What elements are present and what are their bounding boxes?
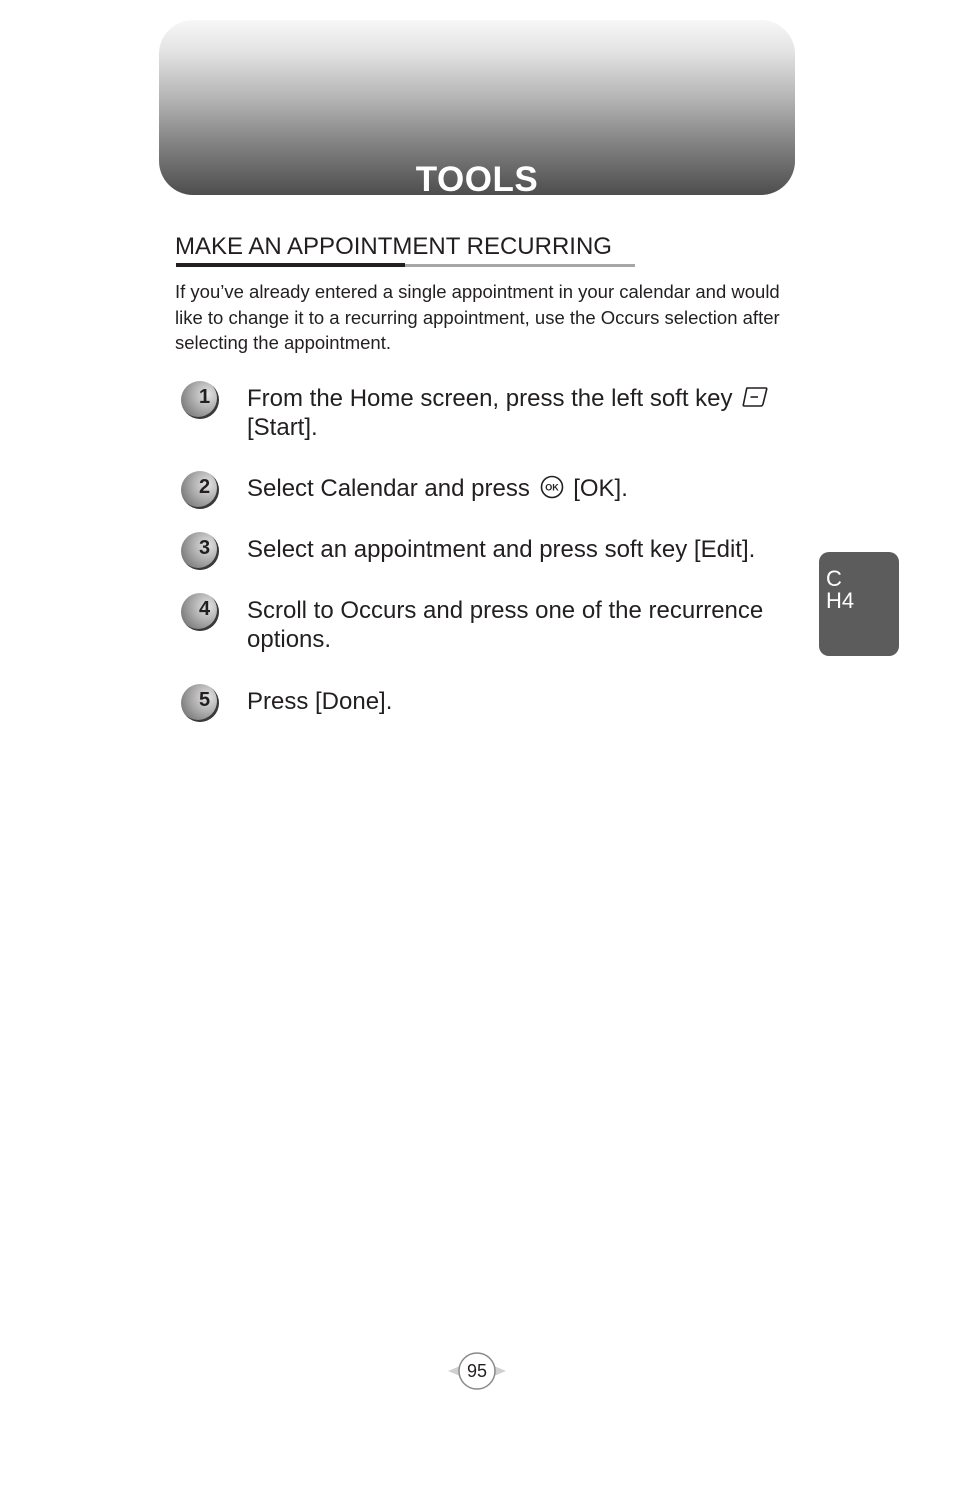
left-soft-key-icon bbox=[741, 385, 769, 409]
step-text: Select an appointment and press soft key [Edit]. bbox=[247, 536, 756, 563]
step-number-badge bbox=[181, 684, 219, 722]
svg-text:OK: OK bbox=[544, 482, 559, 493]
step-number: 2 bbox=[199, 476, 211, 498]
step-number: 5 bbox=[199, 689, 211, 711]
step-text bbox=[247, 384, 807, 442]
ok-key-icon bbox=[539, 475, 565, 499]
intro-paragraph: If you’ve already entered a single appointment in your calendar and would like to change it to a recurring appointment, use the Occurs selection after selecting the appointment. bbox=[175, 281, 780, 353]
step-number-badge bbox=[181, 532, 219, 570]
step-text: Press [Done]. bbox=[247, 688, 393, 715]
step-text-part: Select Calendar and press bbox=[247, 475, 530, 502]
step-number-badge bbox=[181, 471, 219, 509]
step-number: 1 bbox=[199, 386, 211, 408]
step-number: 3 bbox=[199, 537, 211, 559]
chapter-tab-label: CH4 bbox=[826, 566, 855, 613]
step-number: 4 bbox=[199, 598, 211, 620]
step-text bbox=[247, 474, 807, 503]
section-title: MAKE AN APPOINTMENT RECURRING bbox=[175, 233, 612, 260]
step-number-badge bbox=[181, 593, 219, 631]
step-text-part: From the Home screen, press the left soft key bbox=[247, 385, 733, 412]
step-number-badge bbox=[181, 381, 219, 419]
page-number-badge bbox=[446, 1350, 508, 1392]
chapter-tab bbox=[819, 552, 899, 656]
section-title-underline bbox=[176, 263, 405, 267]
page-number: 95 bbox=[466, 1361, 488, 1381]
section-title-underline-light bbox=[405, 264, 635, 267]
step-text-part: [OK]. bbox=[573, 475, 628, 502]
step-text-part: [Start]. bbox=[247, 414, 318, 441]
step-text: Scroll to Occurs and press one of the recurrence options. bbox=[247, 597, 764, 653]
chapter-header-banner bbox=[159, 20, 795, 199]
page-title: TOOLS bbox=[415, 160, 539, 199]
